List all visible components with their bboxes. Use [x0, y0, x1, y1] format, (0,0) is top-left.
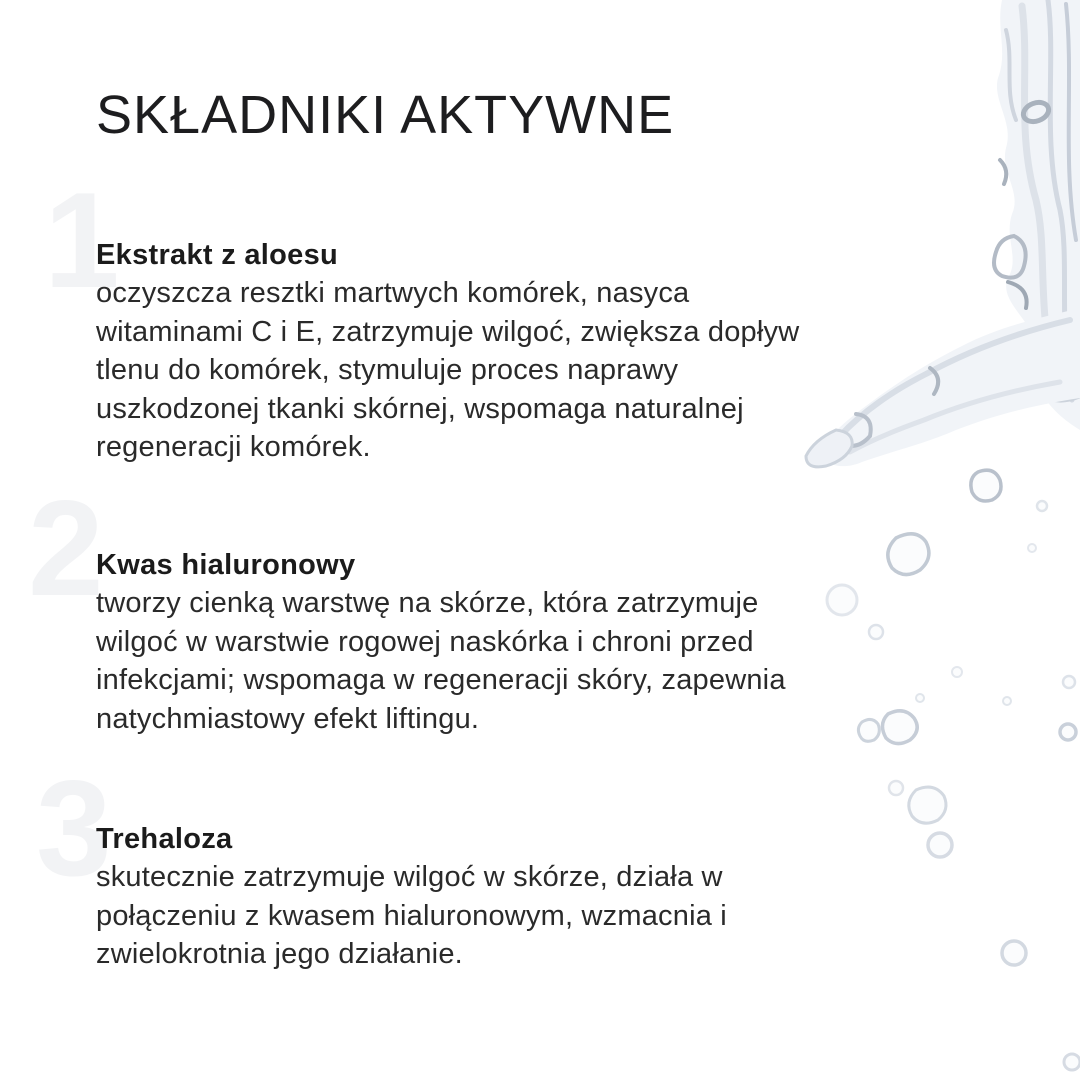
ingredient-heading: Trehaloza	[96, 823, 233, 855]
water-droplets	[827, 470, 1080, 1070]
water-branch	[806, 308, 1080, 467]
ingredient-section-trehalose	[96, 820, 814, 974]
ingredient-description: oczyszcza resztki martwych komórek, nasyca witaminami C i E, zatrzymuje wilgoć, zwiększa dopływ tlenu do komórek, stymuluje proces naprawy uszkodzonej tkanki skórnej, wspomaga naturalnej regeneracji komórek.	[96, 277, 800, 463]
section-number-watermark-2: 2	[28, 472, 102, 624]
ingredient-section-aloe	[96, 236, 814, 467]
section-number-watermark-3: 3	[36, 752, 110, 904]
ingredient-heading: Ekstrakt z aloesu	[96, 239, 339, 271]
section-number-watermark-1: 1	[44, 164, 118, 316]
ingredient-description: skutecznie zatrzymuje wilgoć w skórze, działa w połączeniu z kwasem hialuronowym, wzmacnia i zwielokrotnia jego działanie.	[96, 861, 727, 970]
ingredient-description: tworzy cienką warstwę na skórze, która zatrzymuje wilgoć w warstwie rogowej naskórka i chroni przed infekcjami; wspomaga w regeneracji skóry, zapewnia natychmiastowy efekt liftingu.	[96, 587, 786, 735]
ingredient-heading: Kwas hialuronowy	[96, 549, 356, 581]
water-stream	[994, 0, 1080, 430]
page-title: SKŁADNIKI AKTYWNE	[96, 85, 675, 145]
ingredient-section-hyaluronic-acid	[96, 546, 814, 738]
